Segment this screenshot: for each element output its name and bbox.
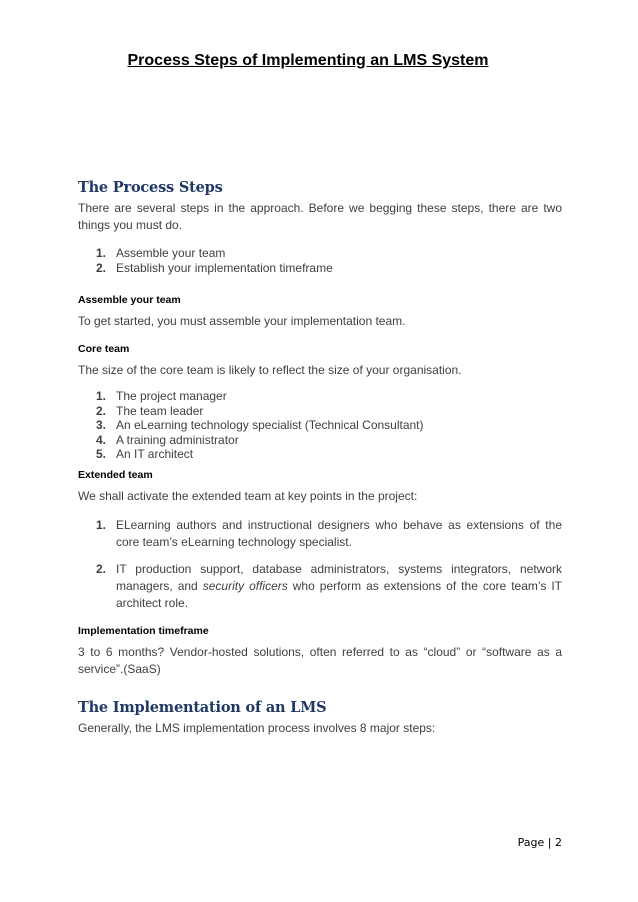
section-heading-process-steps: The Process Steps — [78, 179, 223, 196]
extended-team-text: We shall activate the extended team at key points in the project: — [78, 488, 418, 503]
list-item: 1. Assemble your team — [96, 246, 226, 260]
list-item: 2. IT production support, database administrators, systems integrators, network managers, and security officers who perform as extensions of the core team’s IT architect role. — [96, 561, 563, 610]
document-body — [78, 178, 562, 737]
core-team-text: The size of the core team is likely to reflect the size of your organisation. — [78, 363, 462, 377]
list-item: 3. An eLearning technology specialist (Technical Consultant) — [96, 418, 424, 432]
document-title: Process Steps of Implementing an LMS System — [127, 52, 489, 69]
prerequisite-list — [78, 246, 562, 275]
extended-team-list — [78, 517, 562, 612]
list-item: 2. Establish your implementation timeframe — [96, 260, 333, 275]
core-team-list — [78, 389, 562, 462]
subheading-extended-team: Extended team — [78, 468, 153, 481]
list-item: 4. A training administrator — [96, 432, 239, 447]
list-item: 2. The team leader — [96, 403, 204, 418]
list-item: 5. An IT architect — [96, 447, 194, 461]
list-item: 1. The project manager — [96, 389, 227, 403]
process-steps-intro: There are several steps in the approach. Before we begging these steps, there are two things you must do. — [78, 201, 562, 232]
page-number: Page | 2 — [517, 836, 562, 849]
assemble-team-text: To get started, you must assemble your implementation team. — [78, 314, 406, 328]
list-item: 1. ELearning authors and instructional designers who behave as extensions of the core team’s eLearning technology specialist. — [96, 517, 562, 549]
section-heading-implementation: The Implementation of an LMS — [78, 698, 327, 716]
subheading-core-team: Core team — [78, 343, 130, 355]
emphasis-security-officers: security officers — [202, 578, 288, 593]
subheading-implementation-timeframe: Implementation timeframe — [78, 624, 209, 637]
subheading-assemble-team: Assemble your team — [78, 294, 181, 306]
timeframe-text: 3 to 6 months? Vendor-hosted solutions, often referred to as “cloud” or “software as a service”.(SaaS) — [78, 644, 562, 676]
implementation-text: Generally, the LMS implementation process involves 8 major steps: — [78, 720, 436, 735]
